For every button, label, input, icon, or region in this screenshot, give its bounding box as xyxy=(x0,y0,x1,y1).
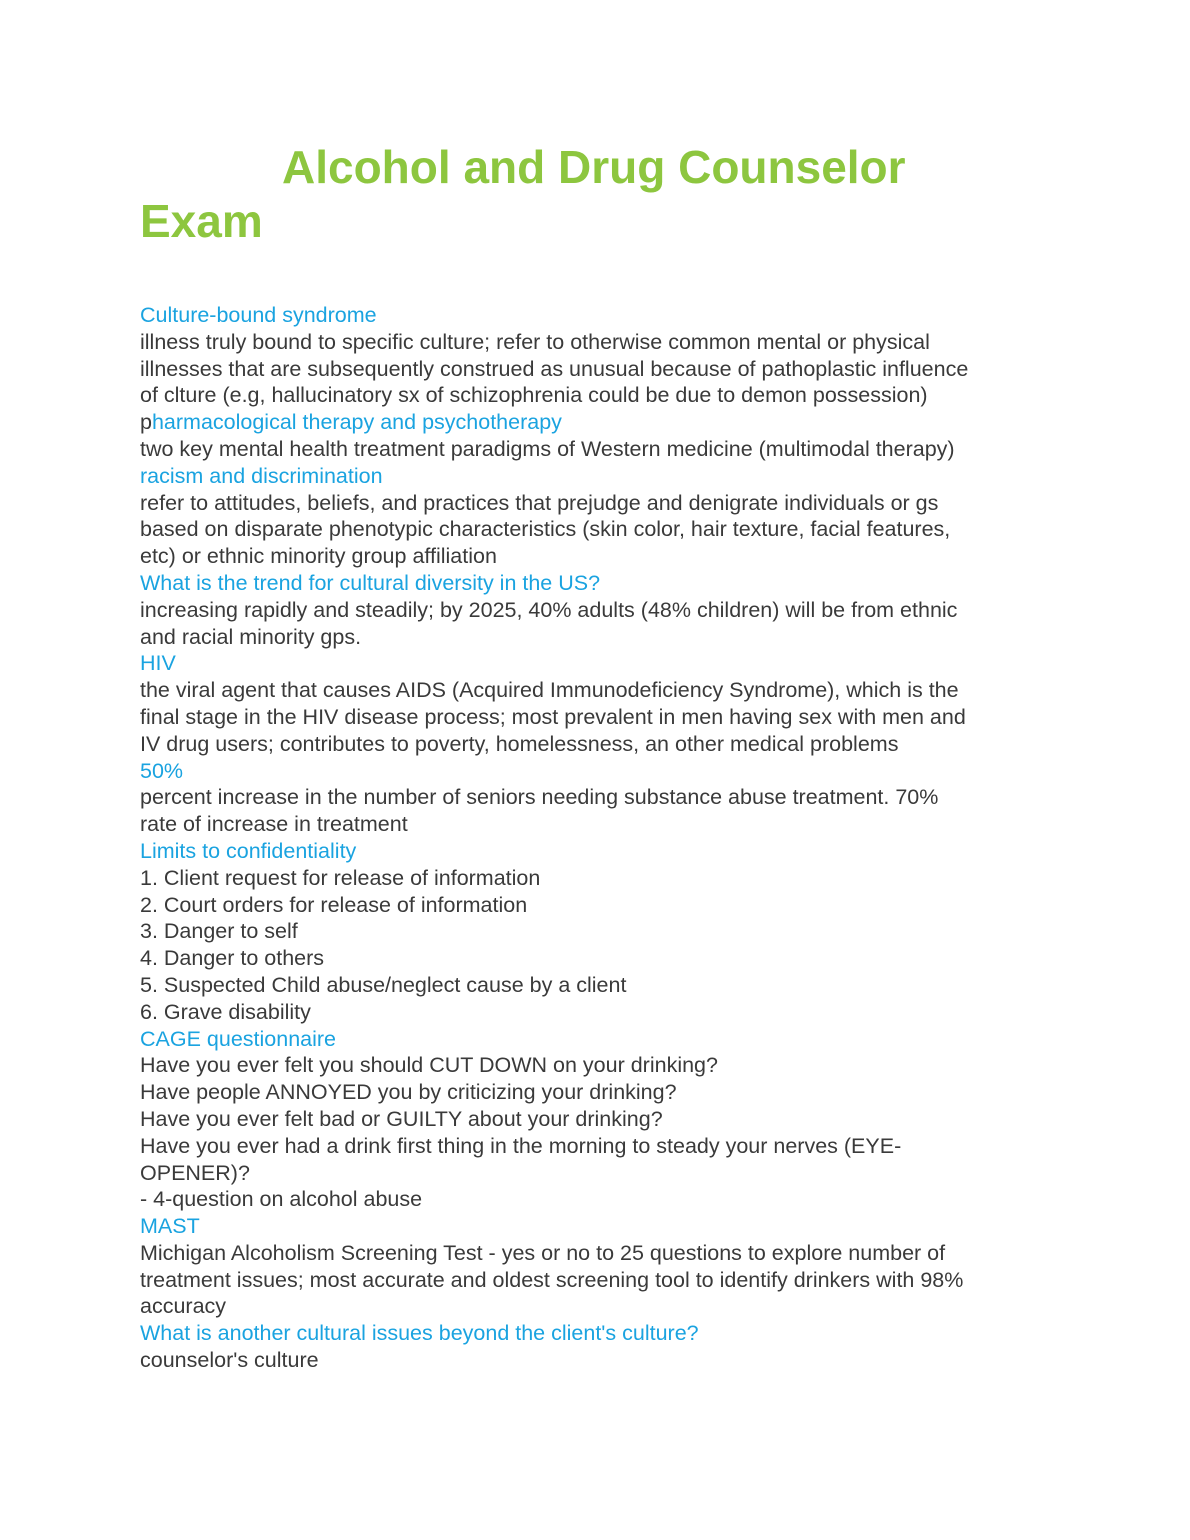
flashcard xyxy=(140,302,1050,409)
flashcard-definition-line: counselor's culture xyxy=(140,1348,319,1373)
document-title xyxy=(140,140,1040,248)
flashcard-definition-line: - 4-question on alcohol abuse xyxy=(140,1187,423,1212)
flashcard-term-text: CAGE questionnaire xyxy=(140,1026,336,1051)
flashcard xyxy=(140,463,1050,570)
title-line-1: Alcohol and Drug Counselor xyxy=(282,141,906,193)
flashcard-definition-line: Michigan Alcoholism Screening Test - yes or no to 25 questions to explore number of xyxy=(140,1240,946,1265)
flashcard xyxy=(140,838,1050,1026)
flashcard-definition-line: illnesses that are subsequently construed as unusual because of pathoplastic influence xyxy=(140,356,969,381)
flashcard-definition-line: treatment issues; most accurate and oldest screening tool to identify drinkers with 98% xyxy=(140,1267,964,1292)
flashcard xyxy=(140,1213,1050,1320)
flashcard-term-text: 50% xyxy=(140,758,184,783)
flashcard xyxy=(140,1026,1050,1214)
flashcard-term-text: What is another cultural issues beyond the client's culture? xyxy=(140,1321,699,1346)
flashcard-term xyxy=(140,1320,1050,1347)
flashcard-definition-line: Have people ANNOYED you by criticizing your drinking? xyxy=(140,1080,677,1105)
flashcard-definition-line: 5. Suspected Child abuse/neglect cause by a client xyxy=(140,972,627,997)
flashcard-definition-line: 3. Danger to self xyxy=(140,919,298,944)
flashcard-definition-line: 1. Client request for release of information xyxy=(140,865,541,890)
flashcard-term-text: MAST xyxy=(140,1214,200,1239)
flashcard xyxy=(140,570,1050,650)
flashcard-definition-line: increasing rapidly and steadily; by 2025, 40% adults (48% children) will be from ethnic xyxy=(140,597,958,622)
flashcard-term xyxy=(140,1026,1050,1053)
flashcard-definition-line: 2. Court orders for release of information xyxy=(140,892,528,917)
flashcard xyxy=(140,409,1050,463)
flashcard-definition-line: accuracy xyxy=(140,1294,227,1319)
flashcard-definition-line: final stage in the HIV disease process; most prevalent in men having sex with men and xyxy=(140,704,966,729)
flashcard-definition-line: Have you ever felt bad or GUILTY about your drinking? xyxy=(140,1106,663,1131)
flashcard-term-text: What is the trend for cultural diversity in the US? xyxy=(140,570,601,595)
flashcard-term xyxy=(140,463,1050,490)
flashcard-term-text: Culture-bound syndrome xyxy=(140,303,377,327)
flashcard-definition-line: two key mental health treatment paradigms of Western medicine (multimodal therapy) xyxy=(140,436,955,461)
flashcard-term xyxy=(140,302,1050,329)
flashcard xyxy=(140,650,1050,757)
flashcard-definition-line: and racial minority gps. xyxy=(140,624,362,649)
flashcard-definition-line: 6. Grave disability xyxy=(140,999,311,1024)
flashcard-list xyxy=(140,302,1050,1374)
flashcard xyxy=(140,1320,1050,1374)
flashcard-term-text: racism and discrimination xyxy=(140,463,383,488)
flashcard-definition-line: IV drug users; contributes to poverty, homelessness, an other medical problems xyxy=(140,731,899,756)
flashcard-definition-line: percent increase in the number of seniors needing substance abuse treatment. 70% xyxy=(140,785,939,810)
flashcard-definition-line: OPENER)? xyxy=(140,1160,250,1185)
flashcard-term xyxy=(140,758,1050,785)
flashcard-term xyxy=(140,650,1050,677)
flashcard-definition-line: of clture (e.g, hallucinatory sx of schizophrenia could be due to demon possession) xyxy=(140,383,928,408)
flashcard-term-lead: p xyxy=(140,410,152,435)
flashcard-term-text: harmacological therapy and psychotherapy xyxy=(151,410,562,435)
flashcard-definition-line: rate of increase in treatment xyxy=(140,812,408,837)
flashcard-definition-line: Have you ever felt you should CUT DOWN on your drinking? xyxy=(140,1053,718,1078)
flashcard-definition-line: 4. Danger to others xyxy=(140,946,325,971)
flashcard-definition-line: based on disparate phenotypic characteristics (skin color, hair texture, facial features, xyxy=(140,517,951,542)
flashcard xyxy=(140,758,1050,838)
title-line-2: Exam xyxy=(140,195,263,247)
flashcard-definition-line: etc) or ethnic minority group affiliation xyxy=(140,544,497,569)
flashcard-term-text: HIV xyxy=(140,651,176,676)
flashcard-term-text: Limits to confidentiality xyxy=(140,838,357,863)
flashcard-term xyxy=(140,409,1050,436)
flashcard-term xyxy=(140,570,1050,597)
flashcard-definition-line: illness truly bound to specific culture; refer to otherwise common mental or physical xyxy=(140,329,930,354)
flashcard-definition-line: the viral agent that causes AIDS (Acquired Immunodeficiency Syndrome), which is the xyxy=(140,678,959,703)
flashcard-term xyxy=(140,1213,1050,1240)
flashcard-term xyxy=(140,838,1050,865)
flashcard-definition-line: Have you ever had a drink first thing in the morning to steady your nerves (EYE- xyxy=(140,1133,902,1158)
flashcard-definition-line: refer to attitudes, beliefs, and practices that prejudge and denigrate individuals or gs xyxy=(140,490,939,515)
